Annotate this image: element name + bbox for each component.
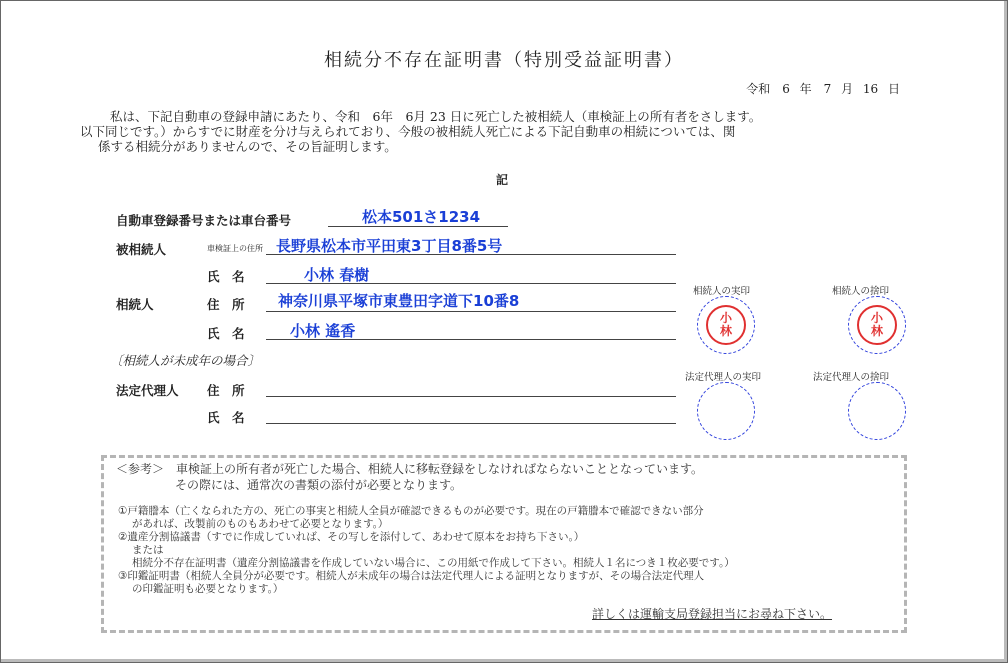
ki-heading: 記 [496,173,509,187]
note-item-3b: の印鑑証明も必要となります。） [132,583,284,595]
document-date: 令和 6 年 7 月 16 日 [746,82,900,96]
decedent-name-label: 氏 名 [207,269,245,284]
minor-note: 〔相続人が未成年の場合〕 [110,353,261,368]
heir-address-label: 住 所 [207,297,245,312]
notes-footer: 詳しくは運輸支局登録担当にお尋ね下さい。 [592,607,833,621]
statement-line-1: 私は、下記自動車の登録申請にあたり、令和 6年 6月 23 日に死亡した被相続人（車検証上の所有者をさします。 [110,109,762,124]
guardian-address-line [266,396,676,397]
guardian-real-seal-label: 法定代理人の実印 [685,372,762,383]
guardian-finger-seal-label: 法定代理人の捨印 [813,372,890,383]
guardian-name-label: 氏 名 [207,410,245,425]
notes-heading-2: その際には、通常次の書類の添付が必要となります。 [175,478,463,492]
statement-line-2: 以下同じです。）からすでに財産を分け与えられており、今般の被相続人死亡による下記自動車の相続については、関 [80,124,736,139]
heir-label: 相続人 [116,297,154,312]
heir-finger-seal-circle[interactable] [848,296,906,354]
statement-line-3: 係する相続分がありませんので、その旨証明します。 [98,139,397,154]
heir-name-value[interactable]: 小林 遙香 [290,322,356,340]
decedent-address-sublabel: 車検証上の住所 [207,244,263,253]
note-item-1b: があれば、改製前のものもあわせて必要となります。） [132,518,389,530]
decedent-address-value[interactable]: 長野県松本市平田東3丁目8番5号 [276,237,503,255]
guardian-name-line [266,423,676,424]
heir-real-seal-label: 相続人の実印 [693,286,751,297]
guardian-finger-seal-circle[interactable] [848,382,906,440]
note-item-2a: ②遺産分割協議書（すでに作成していれば、その写しを添付して、あわせて原本をお持ち下さい。） [118,531,585,543]
decedent-name-value[interactable]: 小林 春樹 [304,266,370,284]
note-item-3a: ③印鑑証明書（相続人全員分が必要です。相続人が未成年の場合は法定代理人による証明となりますが、その場合法定代理人 [118,570,705,582]
guardian-label: 法定代理人 [116,383,179,398]
notes-heading: ＜参考＞ 車検証上の所有者が死亡した場合、相続人に移転登録をしなければならないこととなっています。 [116,462,704,476]
note-item-2c: 相続分不存在証明書（遺産分割協議書を作成していない場合に、この用紙で作成して下さい。相続人１名につき１枚必要です。） [132,557,735,569]
decedent-label: 被相続人 [116,242,167,257]
page-title: 相続分不存在証明書（特別受益証明書） [324,50,684,71]
heir-address-line [266,311,676,312]
heir-name-label: 氏 名 [207,326,245,341]
note-item-2b: または [132,544,164,556]
heir-real-seal-stamp: 小 林 [706,305,746,345]
vehicle-number-value[interactable]: 松本501さ1234 [362,208,481,226]
note-item-1a: ①戸籍謄本（亡くなられた方の、死亡の事実と相続人全員が確認できるものが必要です。現在の戸籍謄本で確認できない部分 [118,505,704,517]
heir-finger-seal-label: 相続人の捨印 [832,286,890,297]
heir-real-seal-circle[interactable] [697,296,755,354]
vehicle-number-label: 自動車登録番号または車台番号 [116,213,292,228]
heir-address-value[interactable]: 神奈川県平塚市東豊田字道下10番8 [278,292,520,310]
heir-finger-seal-stamp: 小 林 [857,305,897,345]
guardian-real-seal-circle[interactable] [697,382,755,440]
guardian-address-label: 住 所 [207,383,245,398]
